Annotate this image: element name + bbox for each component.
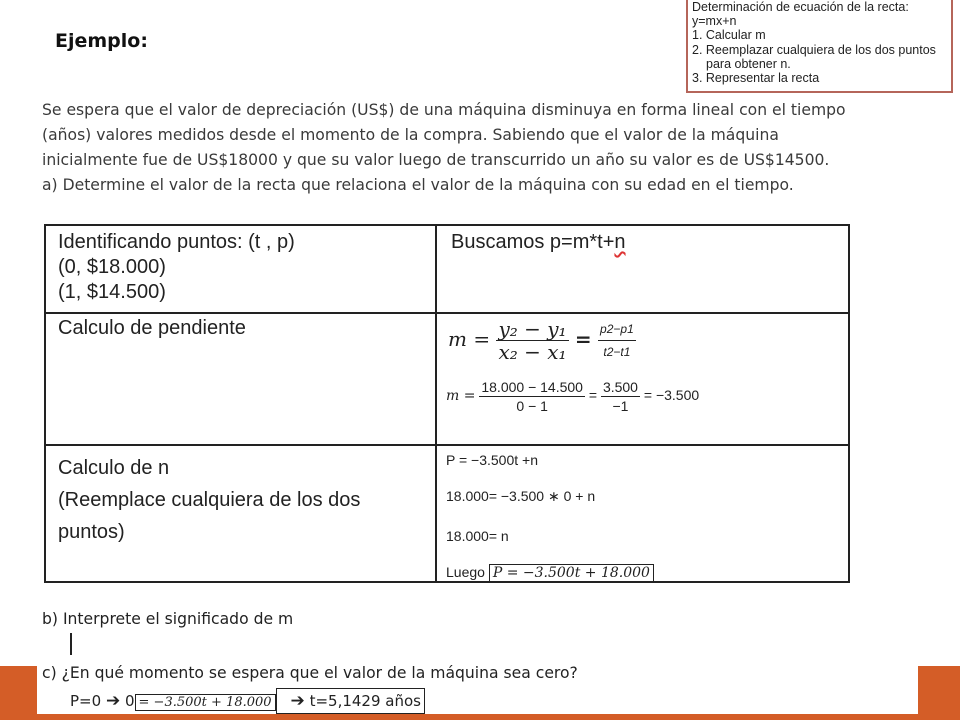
result-fraction: [601, 378, 640, 415]
m-symbol: m =: [448, 327, 491, 351]
notes-equation: y=mx+n: [692, 14, 737, 29]
notes-step-3: 3. Representar la recta: [692, 71, 820, 86]
result-numerator: 3.500: [602, 379, 638, 395]
n-calc-instruction-cont: puntos): [58, 521, 125, 543]
zero-equation: = −3.500t + 18.000: [135, 694, 276, 711]
calc-fraction: [479, 378, 585, 415]
text-cursor: [70, 633, 72, 655]
problem-line-3: inicialmente fue de US$18000 y que su valor luego de transcurrido un año su valor es de US$14500.: [42, 151, 830, 169]
slope-formula: [448, 318, 636, 363]
p-zero: P=0: [70, 692, 102, 710]
notes-title: Determinación de ecuación de la recta:: [692, 0, 909, 14]
problem-statement: [42, 98, 922, 198]
calc-denominator: 0 − 1: [516, 398, 548, 414]
zero-value: 0: [124, 692, 135, 710]
table-divider-row-2: [46, 444, 848, 446]
row3-left: [58, 452, 360, 548]
m-symbol-2: m =: [446, 388, 476, 405]
t-answer: t=5,1429 años: [309, 692, 421, 710]
final-equation: P = −3.500t + 18.000: [489, 564, 654, 582]
n-step-1: P = −3.500t +n: [446, 452, 538, 468]
question-b: b) Interprete el significado de m: [42, 610, 294, 628]
slope-denominator: x₂ − x₁: [498, 340, 567, 364]
n-calc-title: Calculo de n: [58, 457, 170, 479]
question-c: c) ¿En qué momento se espera que el valor de la máquina sea cero?: [42, 664, 578, 682]
notes-box: [686, 0, 953, 93]
notes-step-1: 1. Calcular m: [692, 28, 766, 43]
arrow-icon-2: ➔: [290, 691, 305, 711]
n-step-2: 18.000= −3.500 ∗ 0 + n: [446, 488, 596, 504]
table-divider-vertical: [435, 226, 437, 581]
result-denominator: −1: [612, 398, 629, 414]
equals-sign: =: [574, 327, 592, 351]
arrow-icon: ➔: [105, 691, 121, 711]
calc-numerator: 18.000 − 14.500: [481, 379, 583, 395]
question-a: a) Determine el valor de la recta que relaciona el valor de la máquina con su edad en el tiempo.: [42, 176, 794, 194]
problem-line-1: Se espera que el valor de depreciación (US$) de una máquina disminuya en forma lineal con el tiempo: [42, 101, 846, 119]
row1-right: [451, 230, 626, 255]
answer-box: [276, 688, 425, 714]
search-equation: Buscamos p=m*t+: [451, 231, 615, 253]
solution-table: [44, 224, 850, 583]
point-2: (1, $14.500): [58, 281, 166, 303]
table-divider-row-1: [46, 312, 848, 314]
question-c-panel: [37, 660, 918, 714]
slope-result: = −3.500: [643, 387, 700, 404]
n-calc-instruction: (Reemplace cualquiera de los dos: [58, 489, 361, 511]
points-title: Identificando puntos: (t , p): [58, 231, 295, 253]
n-step-3: 18.000= n: [446, 528, 509, 544]
problem-line-2: (años) valores medidos desde el momento de la compra. Sabiendo que el valor de la máquina: [42, 126, 779, 144]
slope-fraction-p: [598, 318, 636, 363]
luego-label: Luego: [446, 564, 485, 580]
notes-step-2: 2. Reemplazar cualquiera de los dos puntos: [692, 42, 936, 57]
slope-label: Calculo de pendiente: [58, 317, 246, 339]
search-equation-n: n: [614, 231, 626, 253]
slope-calculation: [446, 378, 699, 415]
slope-numerator: y₂ − y₁: [498, 317, 567, 341]
final-line: [446, 560, 654, 586]
row1-left: [58, 230, 295, 305]
point-1: (0, $18.000): [58, 256, 166, 278]
slope-p-numerator: p2−p1: [598, 318, 636, 341]
slope-fraction: [496, 318, 568, 363]
slope-p-denominator: t2−t1: [603, 345, 631, 359]
question-c-answer: [70, 688, 425, 714]
page-heading: Ejemplo:: [55, 30, 148, 52]
equals-sign-2: =: [588, 387, 598, 404]
notes-step-2-cont: para obtener n.: [706, 56, 791, 71]
